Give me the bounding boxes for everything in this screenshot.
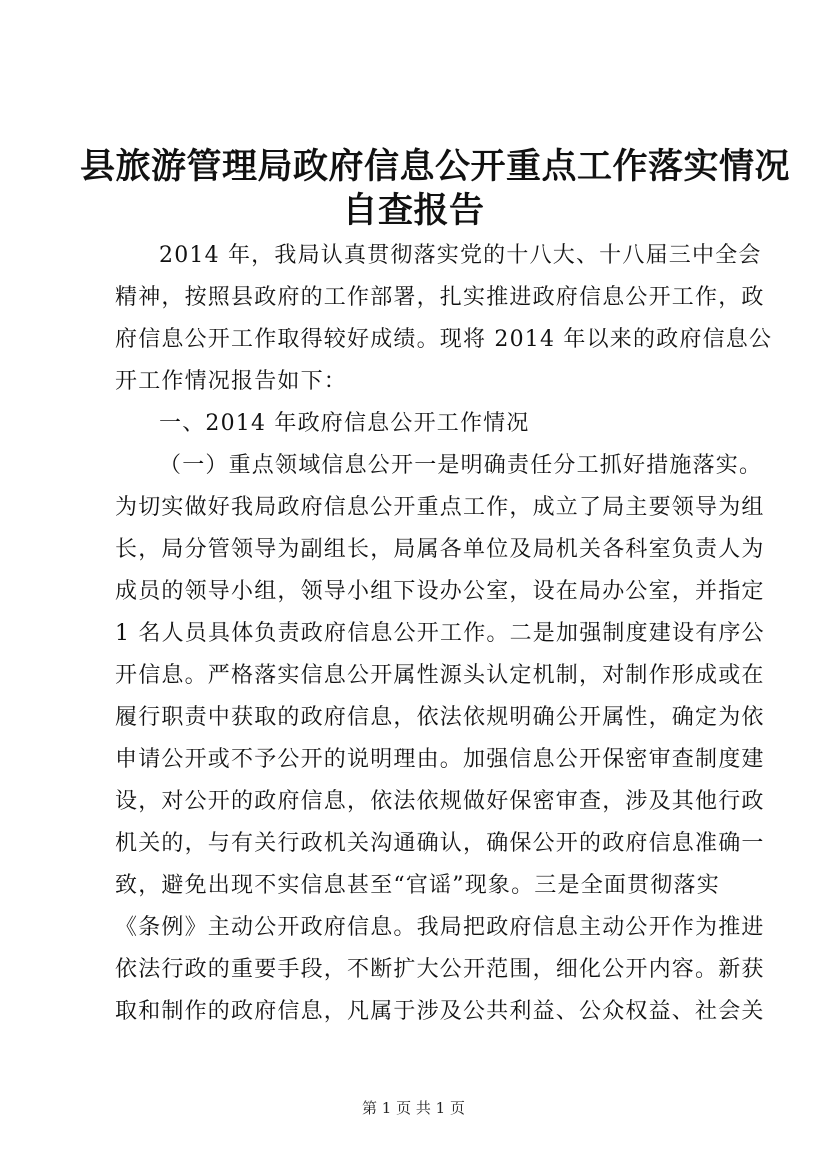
- body-line: 申请公开或不予公开的说明理由。加强信息公开保密审查制度建: [115, 747, 765, 772]
- body-line: 2014 年，我局认真贯彻落实党的十八大、十八届三中全会: [159, 243, 762, 268]
- page-footer: 第 1 页 共 1 页: [362, 1099, 465, 1117]
- body-line: 机关的，与有关行政机关沟通确认，确保公开的政府信息准确一: [115, 831, 765, 856]
- body-line: 精神，按照县政府的工作部署，扎实推进政府信息公开工作，政: [115, 285, 765, 310]
- section-heading: 一、2014 年政府信息公开工作情况: [159, 411, 530, 436]
- body-line: 1 名人员具体负责政府信息公开工作。二是加强制度建设有序公: [115, 621, 765, 646]
- body-line: 长，局分管领导为副组长，局属各单位及局机关各科室负责人为: [115, 537, 765, 562]
- document-title-line-1: 县旅游管理局政府信息公开重点工作落实情况: [80, 146, 791, 187]
- body-line: 依法行政的重要手段，不断扩大公开范围，细化公开内容。新获: [115, 957, 765, 982]
- body-line: 开信息。严格落实信息公开属性源头认定机制，对制作形成或在: [115, 663, 765, 688]
- body-line: 设，对公开的政府信息，依法依规做好保密审查，涉及其他行政: [115, 789, 765, 814]
- body-line: 致，避免出现不实信息甚至“官谣”现象。三是全面贯彻落实: [115, 873, 720, 898]
- body-line: 府信息公开工作取得较好成绩。现将 2014 年以来的政府信息公: [115, 327, 773, 352]
- body-line: 成员的领导小组，领导小组下设办公室，设在局办公室，并指定: [115, 579, 765, 604]
- body-line: 开工作情况报告如下：: [115, 369, 348, 394]
- body-line: 履行职责中获取的政府信息，依法依规明确公开属性，确定为依: [115, 705, 765, 730]
- body-line: 为切实做好我局政府信息公开重点工作，成立了局主要领导为组: [115, 495, 765, 520]
- document-title-line-2: 自查报告: [342, 190, 485, 231]
- body-line: 取和制作的政府信息，凡属于涉及公共利益、公众权益、社会关: [115, 999, 765, 1024]
- body-line: 《条例》主动公开政府信息。我局把政府信息主动公开作为推进: [115, 915, 765, 940]
- body-line: （一）重点领域信息公开一是明确责任分工抓好措施落实。: [159, 453, 763, 478]
- document-body: [115, 235, 773, 1033]
